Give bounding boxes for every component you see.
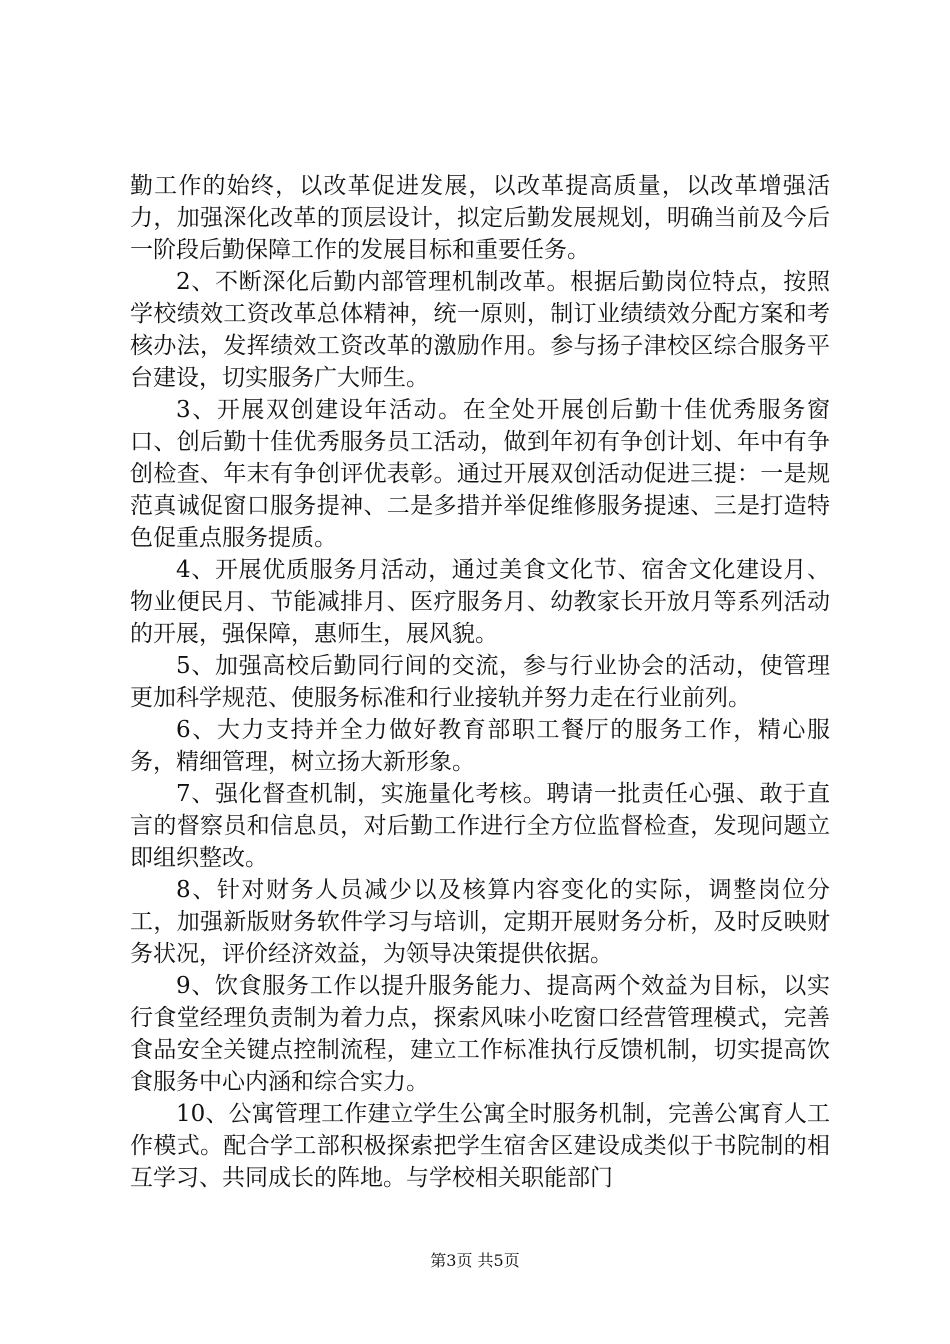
- paragraph: 10、公寓管理工作建立学生公寓全时服务机制，完善公寓育人工作模式。配合学工部积极探索把学生宿舍区建设成类似于书院制的相互学习、共同成长的阵地。与学校相关职能部门: [130, 1101, 830, 1191]
- paragraph: 9、饮食服务工作以提升服务能力、提高两个效益为目标，以实行食堂经理负责制为着力点，探索风味小吃窗口经营管理模式，完善食品安全关键点控制流程，建立工作标准执行反馈机制，切实提高饮食服务中心内涵和综合实力。: [130, 973, 830, 1095]
- page-footer: [0, 1250, 950, 1272]
- paragraph: 5、加强高校后勤同行间的交流，参与行业协会的活动，使管理更加科学规范、使服务标准和行业接轨并努力走在行业前列。: [130, 653, 830, 711]
- paragraph: 2、不断深化后勤内部管理机制改革。根据后勤岗位特点，按照学校绩效工资改革总体精神，统一原则，制订业绩绩效分配方案和考核办法，发挥绩效工资改革的激励作用。参与扬子津校区综合服务平台建设，切实服务广大师生。: [130, 269, 830, 391]
- paragraph: 6、大力支持并全力做好教育部职工餐厅的服务工作，精心服务，精细管理，树立扬大新形象。: [130, 717, 830, 775]
- page-number: 第3页 共5页: [430, 1251, 520, 1270]
- paragraph: 7、强化督查机制，实施量化考核。聘请一批责任心强、敢于直言的督察员和信息员，对后勤工作进行全方位监督检查，发现问题立即组织整改。: [130, 781, 830, 871]
- paragraph: 8、针对财务人员减少以及核算内容变化的实际，调整岗位分工，加强新版财务软件学习与培训，定期开展财务分析，及时反映财务状况，评价经济效益，为领导决策提供依据。: [130, 877, 830, 967]
- paragraph: 4、开展优质服务月活动，通过美食文化节、宿舍文化建设月、物业便民月、节能减排月、医疗服务月、幼教家长开放月等系列活动的开展，强保障，惠师生，展风貌。: [130, 557, 830, 647]
- document-body: [130, 170, 830, 1194]
- paragraph: 勤工作的始终，以改革促进发展，以改革提高质量，以改革增强活力，加强深化改革的顶层设计，拟定后勤发展规划，明确当前及今后一阶段后勤保障工作的发展目标和重要任务。: [130, 173, 830, 263]
- paragraph: 3、开展双创建设年活动。在全处开展创后勤十佳优秀服务窗口、创后勤十佳优秀服务员工活动，做到年初有争创计划、年中有争创检查、年末有争创评优表彰。通过开展双创活动促进三提：一是规范真诚促窗口服务提神、二是多措并举促维修服务提速、三是打造特色促重点服务提质。: [130, 397, 830, 551]
